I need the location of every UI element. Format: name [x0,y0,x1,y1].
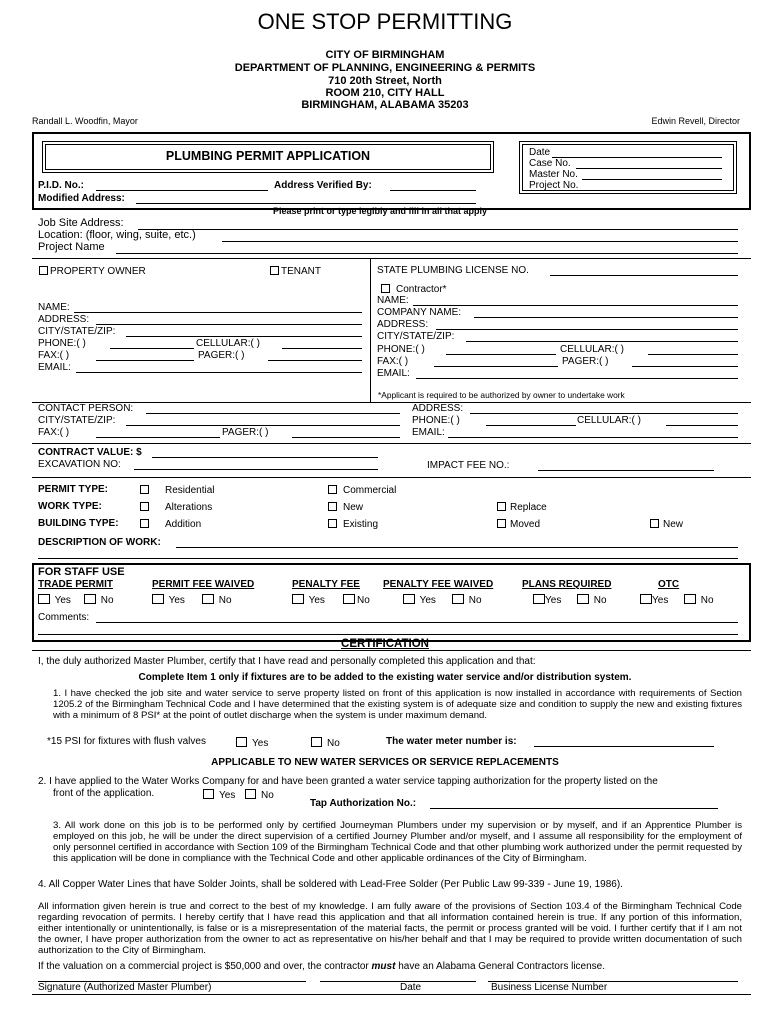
company-name-field[interactable] [474,317,738,318]
staff-use-title: FOR STAFF USE [38,566,125,578]
owner-fax-field[interactable] [96,360,194,361]
contact-pager-label: PAGER:( ) [222,427,269,438]
contact-phone-field[interactable] [486,425,576,426]
contact-address-label: ADDRESS: [412,403,464,414]
contractor-address-label: ADDRESS: [377,319,429,330]
valuation-must: must [371,961,396,972]
owner-email-label: EMAIL: [38,362,71,373]
case-no-field[interactable] [576,168,722,169]
penalty-waived-no-checkbox[interactable] [452,594,464,604]
contractor-city-field[interactable] [466,341,738,342]
location-label: Location: (floor, wing, suite, etc.) [38,229,196,241]
otc-yes-checkbox[interactable] [640,594,652,604]
tap-no-checkbox[interactable] [245,789,256,799]
new-work-label: New [343,502,364,513]
applicable-heading: APPLICABLE TO NEW WATER SERVICES OR SERVICE REPLACEMENTS [211,757,559,768]
contractor-pager-field[interactable] [632,366,738,367]
psi-note: *15 PSI for fixtures with flush valves [47,736,206,747]
page-title: ONE STOP PERMITTING [257,9,513,34]
otc-yes[interactable] [640,594,668,606]
certification-title: CERTIFICATION [341,638,429,650]
trade-yes-checkbox[interactable] [38,594,50,604]
contractor-label: Contractor* [396,284,447,295]
contractor-phone-field[interactable] [446,354,556,355]
plans-yes-checkbox[interactable] [533,594,545,604]
commercial-label: Commercial [343,485,397,496]
water-meter-label: The water meter number is: [386,736,517,747]
penalty-yes[interactable] [292,594,325,606]
contractor-name-field[interactable] [413,305,738,306]
room-address: ROOM 210, CITY HALL [325,87,445,99]
owner-phone-field[interactable] [110,348,194,349]
replace-label: Replace [510,502,547,513]
commercial-option[interactable] [328,485,396,496]
city-name: CITY OF BIRMINGHAM [325,49,445,61]
penalty-fee-header: PENALTY FEE [292,579,360,590]
contractor-option[interactable] [381,284,447,295]
new-work-checkbox[interactable] [328,502,337,511]
owner-name-label: NAME: [38,302,70,313]
moved-option[interactable] [497,519,540,530]
alterations-label: Alterations [165,502,213,513]
otc-yes-label: Yes [652,595,669,606]
bottom-line [32,994,751,995]
residential-label: Residential [165,485,215,496]
otc-no[interactable] [684,594,714,606]
contractor-cellular-label: CELLULAR:( ) [560,344,624,355]
item-4-text: 4. All Copper Water Lines that have Solder Joints, shall be soldered with Lead-Free Solder (Per Public Law 99-339 - June 19, 1986). [38,879,623,890]
project-no-field[interactable] [586,190,722,191]
mayor-name: Randall L. Woodfin, Mayor [32,116,138,126]
company-name-label: COMPANY NAME: [377,307,462,318]
building-type-label: BUILDING TYPE: [38,518,119,529]
moved-checkbox[interactable] [497,519,506,528]
owner-email-field[interactable] [76,372,362,373]
comments-label: Comments: [38,612,90,623]
tap-no-label: No [261,790,274,801]
contact-person-label: CONTACT PERSON: [38,403,134,414]
form-title: PLUMBING PERMIT APPLICATION [165,149,371,163]
valuation-note-a: If the valuation on a commercial project is $50,000 and over, the contractor [38,961,369,972]
existing-checkbox[interactable] [328,519,337,528]
description-field-2[interactable] [38,558,738,559]
penalty-waived-no[interactable] [452,594,482,606]
tap-no-option[interactable] [245,789,274,801]
project-name-label: Project Name [38,241,105,253]
replace-option[interactable] [497,502,547,513]
item-3-text: 3. All work done on this job is to be performed only by certified Journeyman Plumbers under my supervision or by myself, and if an Apprentice Plumber is employed on this job, he will be under the direct supervision of a certified Journey Plumber and/or myself, and I assume all responsibility for the employment of only personnel certified in accordance with Section 109 of the Birmingham Technical Code and that other plumbing work authorized under the permit requested by this application will be done in compliance with the Technical Code and other applicable ordinances of the City of Birmingham. [53,820,742,864]
owner-city-label: CITY/STATE/ZIP: [38,326,116,337]
grid-bottom-line [32,402,751,403]
trade-permit-header: TRADE PERMIT [38,579,113,590]
address-verified-field[interactable] [390,190,476,191]
item-2-text-b: front of the application. [53,788,155,799]
department-name: DEPARTMENT OF PLANNING, ENGINEERING & PERMITS [234,62,536,74]
water-meter-field[interactable] [534,746,714,747]
new-work-option[interactable] [328,502,363,513]
contact-cellular-label: CELLULAR:( ) [577,415,641,426]
owner-cellular-label: CELLULAR:( ) [196,338,260,349]
date-signature-field[interactable] [320,981,476,982]
new-building-option[interactable] [650,519,683,530]
fee-waived-no-checkbox[interactable] [202,594,214,604]
commercial-checkbox[interactable] [328,485,337,494]
case-no-label: Case No. [529,158,571,169]
owner-pager-label: PAGER:( ) [198,350,245,361]
tap-yes-checkbox[interactable] [203,789,214,799]
contractor-pager-label: PAGER:( ) [562,356,609,367]
signature-date-label: Date [400,982,422,993]
contact-city-label: CITY/STATE/ZIP: [38,415,116,426]
contact-person-field[interactable] [146,413,400,414]
grid-middle-line [370,258,371,402]
contractor-phone-label: PHONE:( ) [377,344,425,355]
contact-address-field[interactable] [470,413,738,414]
plans-no-checkbox[interactable] [577,594,589,604]
fee-waived-header: PERMIT FEE WAIVED [152,579,255,590]
trade-no[interactable] [84,594,114,606]
date-field[interactable] [552,157,722,158]
fee-waived-no[interactable] [202,594,232,606]
plans-no[interactable] [577,594,607,606]
work-type-label: WORK TYPE: [38,501,102,512]
fee-waived-yes[interactable] [152,594,185,606]
contractor-name-label: NAME: [377,295,409,306]
owner-pager-field[interactable] [268,360,362,361]
contract-bottom-line [32,477,751,478]
owner-address-field[interactable] [96,324,362,325]
permit-type-label: PERMIT TYPE: [38,484,109,495]
project-no-label: Project No. [529,180,579,191]
modified-address-label: Modified Address: [38,193,125,204]
tenant-option[interactable] [270,266,321,277]
item-2-text-a: 2. I have applied to the Water Works Company for and have been granted a water service tapping authorization for the property listed on the [38,776,658,787]
penalty-waived-yes-checkbox[interactable] [403,594,415,604]
alterations-option[interactable] [140,502,212,513]
business-license-label: Business License Number [491,982,608,993]
license-label: STATE PLUMBING LICENSE NO. [377,265,529,276]
replace-checkbox[interactable] [497,502,506,511]
contact-email-label: EMAIL: [412,427,445,438]
addition-option[interactable] [140,519,201,530]
excavation-label: EXCAVATION NO: [38,459,121,470]
contractor-email-label: EMAIL: [377,368,410,379]
master-no-field[interactable] [582,179,722,180]
owner-name-field[interactable] [74,312,362,313]
addition-label: Addition [165,519,202,530]
otc-no-checkbox[interactable] [684,594,696,604]
contact-email-field[interactable] [448,437,738,438]
trade-no-label: No [100,595,114,606]
instructions-text: Please print or type legibly and fill in all that apply [272,206,488,216]
impact-fee-label: IMPACT FEE NO.: [427,460,510,471]
signature-label: Signature (Authorized Master Plumber) [38,982,212,993]
owner-address-label: ADDRESS: [38,314,90,325]
information-statement: All information given herein is true and correct to the best of my knowledge. I am fully aware of the provisions of Section 103.4 of the Birmingham Technical Code regarding revocation of permits. I hereby certify that I have read this application and that all information contained herein is true. If any portion of this information, either intentionally or unintentionally, is false or is a misrepresentation of the material facts, the permit or process granted will be void. I further certify that if I am not the owner, I have proper authorization from the owner to act as representative on his/her behalf and that I may be required to provide written documentation of such authorization to the City of Birmingham. [38,901,742,956]
property-owner-checkbox[interactable] [39,266,48,275]
tap-authorization-field[interactable] [430,808,718,809]
residential-option[interactable] [140,485,214,496]
tap-yes-label: Yes [219,790,236,801]
item-1-text: 1. I have checked the job site and water service to serve property listed on front of this application is now installed in accordance with requirements of Section 1205.2 of the Birmingham Technical Code and I have determined that the existing system is of adequate size and condition to supply the new and existing fixtures with a minimum of 8 PSI* at the point of outlet discharge when the system is under maximum demand. [53,688,742,721]
master-no-label: Master No. [529,169,578,180]
authorization-note: *Applicant is required to be authorized by owner to undertake work [378,390,625,400]
fee-waived-no-label: No [218,595,232,606]
comments-field-2[interactable] [38,634,738,635]
meter-yes-option[interactable] [236,737,268,749]
excavation-field[interactable] [134,469,378,470]
valuation-note [38,962,605,972]
meter-no-checkbox[interactable] [311,737,322,747]
contractor-city-label: CITY/STATE/ZIP: [377,331,455,342]
trade-yes[interactable] [38,594,71,606]
penalty-waived-yes[interactable] [403,594,436,606]
tenant-checkbox[interactable] [270,266,279,275]
contractor-address-field[interactable] [436,329,738,330]
job-site-field[interactable] [138,229,738,230]
contact-fax-label: FAX:( ) [38,427,70,438]
meter-yes-label: Yes [252,738,269,749]
property-owner-label: PROPERTY OWNER [50,266,146,277]
penalty-yes-label: Yes [308,595,325,606]
address-verified-label: Address Verified By: [274,180,372,191]
alterations-checkbox[interactable] [140,502,149,511]
fee-waived-yes-label: Yes [168,595,185,606]
tap-authorization-label: Tap Authorization No.: [310,798,417,809]
new-building-checkbox[interactable] [650,519,659,528]
contact-cellular-field[interactable] [666,425,738,426]
penalty-waived-yes-label: Yes [419,595,436,606]
contact-city-field[interactable] [126,425,400,426]
description-field-1[interactable] [176,547,738,548]
contractor-cellular-field[interactable] [648,354,738,355]
new-building-label: New [663,519,684,530]
penalty-yes-checkbox[interactable] [292,594,304,604]
contractor-fax-label: FAX:( ) [377,356,409,367]
valuation-note-b: have an Alabama General Contractors license. [398,961,606,972]
plans-required-header: PLANS REQUIRED [522,579,612,590]
date-label: Date [529,147,551,158]
license-field[interactable] [550,275,738,276]
penalty-waived-no-label: No [468,595,482,606]
tenant-label: TENANT [281,266,321,277]
contact-fax-field[interactable] [96,437,220,438]
penalty-no[interactable] [343,594,370,606]
otc-header: OTC [658,579,680,590]
penalty-no-label: No [357,595,370,606]
street-address: 710 20th Street, North [328,75,442,87]
meter-yes-checkbox[interactable] [236,737,247,747]
property-owner-option[interactable] [39,266,146,277]
contract-value-label: CONTRACT VALUE: $ [38,447,142,458]
owner-city-field[interactable] [126,336,362,337]
project-name-field[interactable] [116,253,738,254]
certification-intro: I, the duly authorized Master Plumber, certify that I have read and personally completed this application and that: [38,656,536,667]
fee-waived-yes-checkbox[interactable] [152,594,164,604]
job-site-label: Job Site Address: [38,217,124,229]
contact-bottom-line [32,443,751,444]
penalty-no-checkbox[interactable] [343,594,355,604]
residential-checkbox[interactable] [140,485,149,494]
owner-fax-label: FAX:( ) [38,350,70,361]
trade-no-checkbox[interactable] [84,594,96,604]
pid-field[interactable] [96,190,268,191]
moved-label: Moved [510,519,541,530]
location-field[interactable] [222,241,738,242]
impact-fee-field[interactable] [538,470,714,471]
meter-no-label: No [327,738,340,749]
director-name: Edwin Revell, Director [651,116,740,126]
plans-no-label: No [593,595,607,606]
tap-yes-option[interactable] [203,789,235,801]
contact-phone-label: PHONE:( ) [412,415,460,426]
modified-address-field[interactable] [136,203,476,204]
contractor-email-field[interactable] [416,378,738,379]
contact-pager-field[interactable] [292,437,400,438]
comments-field-1[interactable] [96,622,738,623]
existing-label: Existing [343,519,379,530]
grid-top-line [32,258,751,259]
city-state-zip: BIRMINGHAM, ALABAMA 35203 [301,99,469,111]
owner-phone-label: PHONE:( ) [38,338,86,349]
trade-yes-label: Yes [54,595,71,606]
penalty-waived-header: PENALTY FEE WAIVED [383,579,494,590]
pid-label: P.I.D. No.: [38,180,84,191]
contractor-fax-field[interactable] [434,366,558,367]
description-label: DESCRIPTION OF WORK: [38,537,161,548]
complete-item-note: Complete Item 1 only if fixtures are to be added to the existing water service and/or distribution system. [138,672,632,683]
contractor-checkbox[interactable] [381,284,390,293]
meter-no-option[interactable] [311,737,340,749]
owner-cellular-field[interactable] [282,348,362,349]
plans-yes-label: Yes [545,595,562,606]
plans-yes[interactable] [533,594,561,606]
contract-value-field[interactable] [152,457,378,458]
existing-option[interactable] [328,519,378,530]
addition-checkbox[interactable] [140,519,149,528]
otc-no-label: No [700,595,714,606]
